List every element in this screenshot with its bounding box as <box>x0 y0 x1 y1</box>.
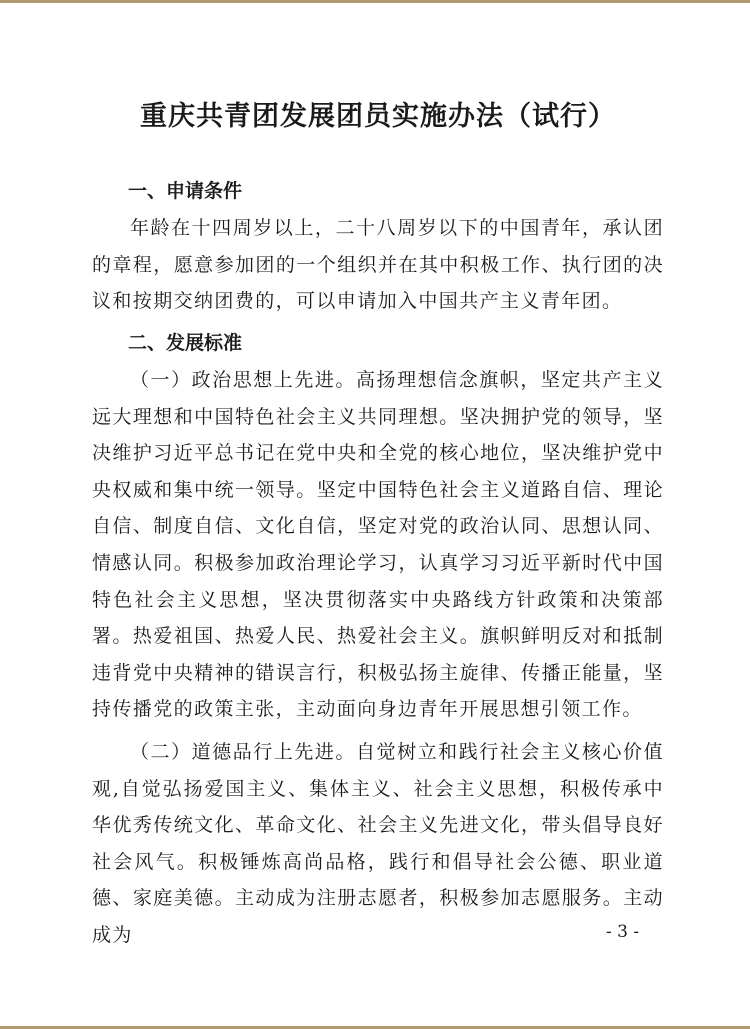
document-title: 重庆共青团发展团员实施办法（试行） <box>140 101 616 132</box>
paragraph-moral-conduct <box>92 734 664 954</box>
paragraph-political-thought <box>92 362 664 728</box>
subheading-moral-conduct: （二）道德品行上先进。 <box>130 741 356 763</box>
page-number: - 3 - <box>606 922 640 942</box>
paragraph-political-thought-text: 高扬理想信念旗帜，坚定共产主义远大理想和中国特色社会主义共同理想。坚决拥护党的领导，坚决维护习近平总书记在党中央和全党的核心地位，坚决维护党中央权威和集中统一领导。坚定中国特色社会主义道路自信、理论自信、制度自信、文化自信，坚定对党的政治认同、思想认同、情感认同。积极参加政治理论学习，认真学习习近平新时代中国特色社会主义思想，坚决贯彻落实中央路线方针政策和决策部署。热爱祖国、热爱人民、热爱社会主义。旗帜鲜明反对和抵制违背党中央精神的错误言行，积极弘扬主旋律、传播正能量，坚持传播党的政策主张，主动面向身边青年开展思想引领工作。 <box>92 369 664 721</box>
section-heading-application-conditions: 一、申请条件 <box>128 180 243 202</box>
paragraph-application-conditions: 年龄在十四周岁以上，二十八周岁以下的中国青年，承认团的章程，愿意参加团的一个组织并在其中积极工作、执行团的决议和按期交纳团费的，可以申请加入中国共产主义青年团。 <box>92 217 664 313</box>
paragraph-moral-conduct-text: 自觉树立和践行社会主义核心价值观,自觉弘扬爱国主义、集体主义、社会主义思想，积极传承中华优秀传统文化、革命文化、社会主义先进文化，带头倡导良好社会风气。积极锤炼高尚品格，践行和倡导社会公德、职业道德、家庭美德。主动成为注册志愿者，积极参加志愿服务。主动成为 <box>92 741 664 946</box>
subheading-political-thought: （一）政治思想上先进。 <box>130 369 356 391</box>
page-top-border <box>0 0 750 3</box>
section-heading-development-standards: 二、发展标准 <box>128 332 243 354</box>
